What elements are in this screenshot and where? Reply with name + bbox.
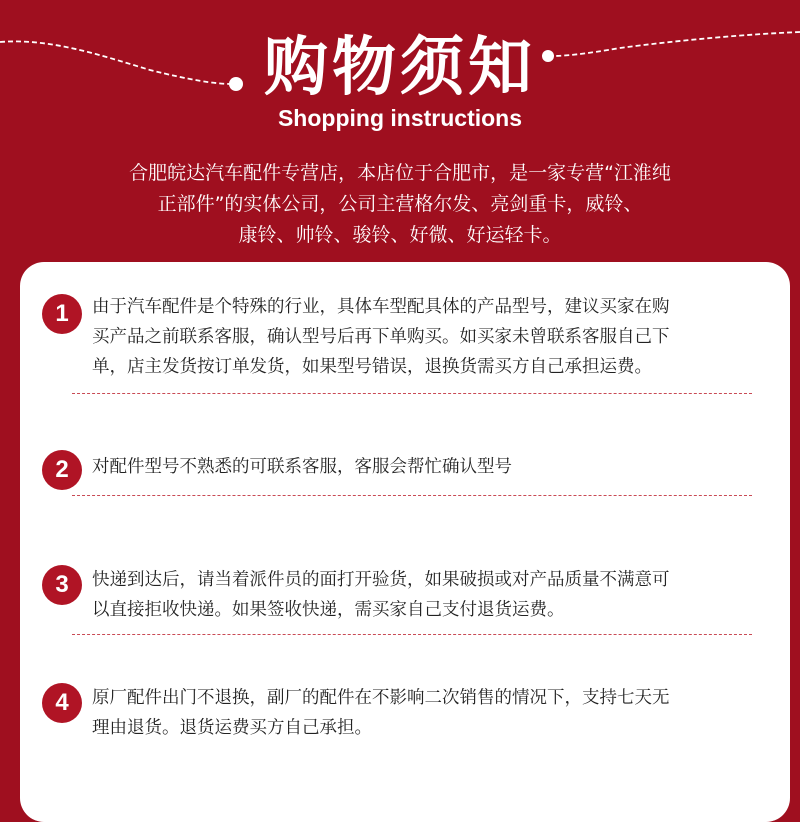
notice-number-badge: 3 — [42, 565, 82, 605]
notice-text — [92, 565, 762, 625]
notice-line: 对配件型号不熟悉的可联系客服，客服会帮忙确认型号 — [92, 457, 512, 477]
notice-text — [92, 683, 762, 743]
dashed-divider — [72, 634, 752, 635]
notice-line: 快递到达后，请当着派件员的面打开验货，如果破损或对产品质量不满意可 — [92, 570, 670, 590]
shop-intro — [60, 158, 740, 251]
notice-line: 单，店主发货按订单发货，如果型号错误，退换货需买方自己承担运费。 — [92, 357, 652, 377]
notice-number-badge: 1 — [42, 294, 82, 334]
intro-line: 合肥皖达汽车配件专营店，本店位于合肥市，是一家专营“江淮纯 — [129, 162, 671, 184]
notice-line: 以直接拒收快递。如果签收快递，需买家自己支付退货运费。 — [92, 600, 565, 620]
notice-line: 理由退货。退货运费买方自己承担。 — [92, 718, 372, 738]
notice-line: 原厂配件出门不退换，副厂的配件在不影响二次销售的情况下，支持七天无 — [92, 688, 670, 708]
intro-line: 康铃、帅铃、骏铃、好微、好运轻卡。 — [238, 224, 562, 246]
notice-line: 由于汽车配件是个特殊的行业，具体车型配具体的产品型号，建议买家在购 — [92, 297, 670, 317]
intro-line: 正部件”的实体公司，公司主营格尔发、亮剑重卡，威铃、 — [157, 193, 643, 215]
notice-line: 买产品之前联系客服，确认型号后再下单购买。如买家未曾联系客服自己下 — [92, 327, 670, 347]
notice-number-badge: 4 — [42, 683, 82, 723]
dashed-divider — [72, 393, 752, 394]
notice-text — [92, 292, 762, 382]
page-title: 购物须知 — [264, 31, 536, 105]
notice-text — [92, 452, 762, 482]
notice-panel — [20, 262, 790, 822]
notice-number-badge: 2 — [42, 450, 82, 490]
page-subtitle: Shopping instructions — [277, 105, 523, 131]
dashed-divider — [72, 495, 752, 496]
